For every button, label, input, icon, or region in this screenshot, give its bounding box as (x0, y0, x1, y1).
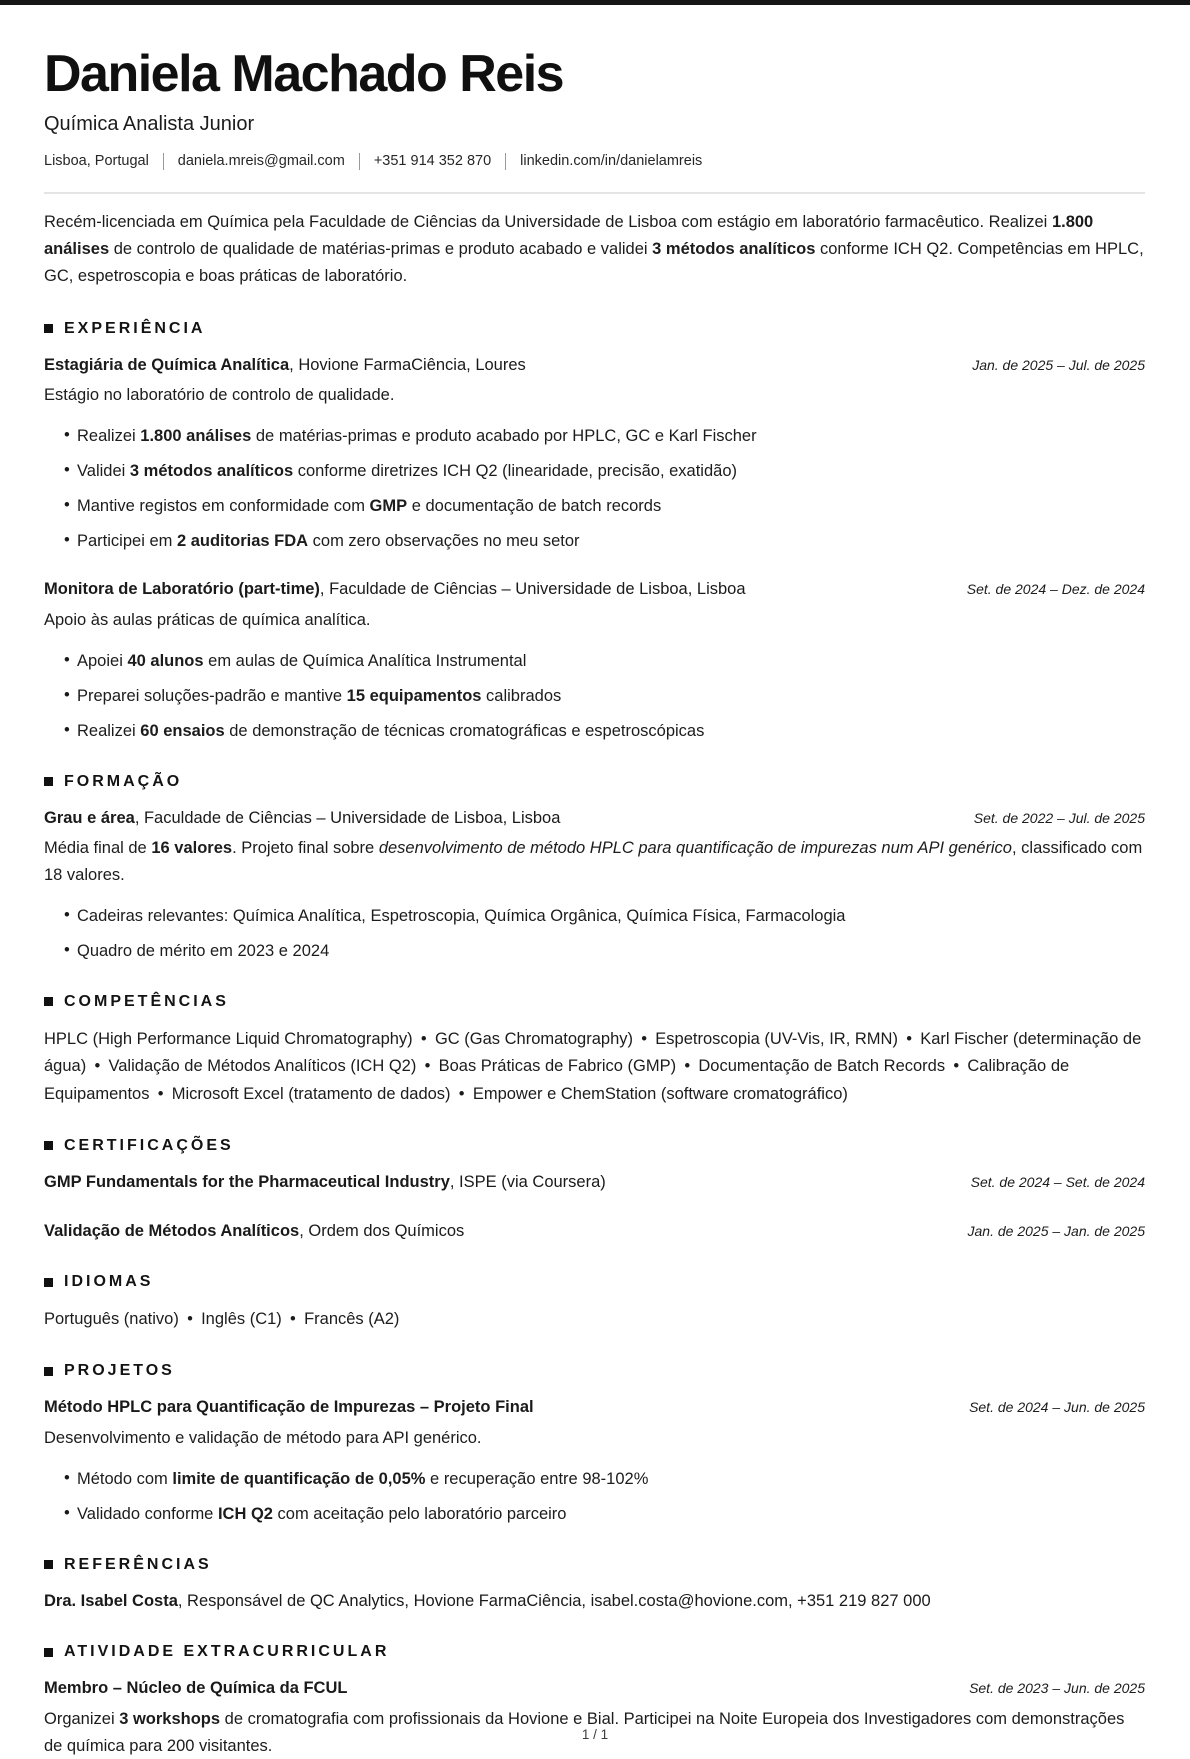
entry-header (44, 1395, 1145, 1421)
bullet-item (44, 1466, 1145, 1492)
entry-title (44, 1589, 931, 1615)
text-run: limite de quantificação de 0,05% (172, 1469, 426, 1488)
section-marker-icon (44, 1560, 53, 1569)
entry-title-bold: Dra. Isabel Costa (44, 1591, 178, 1610)
contact-linkedin: linkedin.com/in/danielamreis (520, 153, 703, 170)
entry-title-bold: GMP Fundamentals for the Pharmaceutical Industry (44, 1172, 450, 1191)
bullet-item (44, 493, 1145, 519)
text-run: com aceitação pelo laboratório parceiro (272, 1504, 567, 1523)
entry-header (44, 1676, 1145, 1702)
bullet-item (44, 683, 1145, 709)
entry-description (44, 835, 1145, 888)
entry (44, 1219, 1145, 1245)
entry (44, 1395, 1145, 1526)
entry-title-rest: , Faculdade de Ciências – Universidade de Lisboa, Lisboa (319, 580, 746, 599)
bullet-item (44, 938, 1145, 964)
section-title: REFERÊNCIAS (64, 1555, 212, 1573)
bullet-item (44, 903, 1145, 929)
section-header (44, 1362, 1145, 1380)
contact-email: daniela.mreis@gmail.com (177, 153, 345, 170)
entry-title-bold: Monitora de Laboratório (part-time) (44, 580, 320, 599)
entry (44, 577, 1145, 743)
section-title: IDIOMAS (64, 1273, 154, 1291)
entry-title (44, 577, 746, 603)
page-number: 1 / 1 (581, 1727, 609, 1743)
entry-title-rest: , Ordem dos Químicos (299, 1221, 465, 1240)
section-competencias (44, 993, 1145, 1108)
entry-title (44, 1676, 347, 1702)
entry-header (44, 353, 1145, 379)
text-run: Validei (77, 462, 130, 481)
text-run: 16 valores (151, 839, 233, 858)
inline-list: Português (nativo) • Inglês (C1) • Francês (A2) (44, 1310, 400, 1329)
text-run: Validado conforme (77, 1504, 218, 1523)
bullet-item (44, 528, 1145, 554)
candidate-name: Daniela Machado Reis (44, 45, 564, 103)
section-experiencia (44, 320, 1145, 744)
text-run: calibrados (481, 686, 562, 705)
text-run: 15 equipamentos (346, 686, 482, 705)
sections (44, 320, 1145, 1759)
section-marker-icon (44, 1648, 53, 1657)
summary-text (44, 209, 1145, 291)
entry-title-bold: Grau e área (44, 808, 135, 827)
text-run: conforme diretrizes ICH Q2 (linearidade, precisão, exatidão) (293, 462, 737, 481)
text-run: Participei em (77, 532, 177, 551)
contact-separator (359, 153, 360, 170)
entry (44, 1676, 1145, 1759)
text-run: 2 auditorias FDA (176, 532, 309, 551)
entry-title (44, 1170, 606, 1196)
section-title: PROJETOS (64, 1362, 175, 1380)
entry-title-rest: , Faculdade de Ciências – Universidade de Lisboa, Lisboa (134, 808, 561, 827)
text-run: Desenvolvimento e validação de método para API genérico. (44, 1429, 482, 1448)
entry-header (44, 1219, 1145, 1245)
entry-description (44, 1425, 1145, 1452)
bullet-list (44, 903, 1145, 964)
entry-header (44, 1589, 1145, 1615)
entry-title-rest: , ISPE (via Coursera) (449, 1172, 606, 1191)
entry-date: Set. de 2024 – Jun. de 2025 (969, 1399, 1145, 1416)
bullet-item (44, 423, 1145, 449)
text-run: com zero observações no meu setor (308, 532, 580, 551)
entry (44, 1589, 1145, 1615)
inline-list: HPLC (High Performance Liquid Chromatography) • GC (Gas Chromatography) • Espetroscopia (UV-Vis, IR, RMN) • Karl Fischer (determinação de água) • Validação de Métodos Analíticos (ICH Q2) • Boas Práticas de Fabrico (GMP) • Documentação de Batch Records • Calibração de Equipamentos • Microsoft Excel (tratamento de dados) • Empower e ChemStation (software cromatográfico) (44, 1029, 1142, 1103)
text-run: Apoio às aulas práticas de química analítica. (44, 610, 371, 629)
entry-title (44, 806, 560, 832)
contact-phone: +351 914 352 870 (373, 153, 492, 170)
entry-title-bold: Método HPLC para Quantificação de Impurezas – Projeto Final (44, 1398, 534, 1417)
entry-title (44, 353, 526, 379)
bullet-list (44, 1466, 1145, 1527)
text-run: 60 ensaios (140, 721, 225, 740)
section-marker-icon (44, 777, 53, 786)
section-title: CERTIFICAÇÕES (64, 1136, 234, 1154)
entry (44, 353, 1145, 555)
text-run: e recuperação entre 98-102% (425, 1469, 649, 1488)
text-run: GMP (369, 497, 408, 516)
section-certificacoes (44, 1137, 1145, 1244)
resume-content (0, 5, 1190, 1759)
entry-title-bold: Validação de Métodos Analíticos (44, 1221, 300, 1240)
text-run: Mantive registos em conformidade com (77, 497, 370, 516)
section-marker-icon (44, 1141, 53, 1150)
text-run: de cromatografia com profissionais da Hovione e Bial. Participei na Noite Europeia dos Investigadores com demonstrações de química para 200 visitantes. (44, 1710, 1125, 1755)
entry-title-rest: , Hovione FarmaCiência, Loures (289, 355, 526, 374)
entry-date: Set. de 2024 – Set. de 2024 (970, 1173, 1145, 1190)
section-title: FORMAÇÃO (64, 772, 183, 790)
entry-header (44, 1170, 1145, 1196)
bullet-item (44, 648, 1145, 674)
text-run: 1.800 análises (44, 212, 1094, 258)
section-header (44, 773, 1145, 791)
text-run: , classificado com 18 valores. (44, 839, 1143, 884)
text-run: Realizei (77, 721, 141, 740)
text-run: de matérias-primas e produto acabado por HPLC, GC e Karl Fischer (251, 427, 757, 445)
bullet-item (44, 1501, 1145, 1527)
bullet-item (44, 458, 1145, 484)
entry-title-bold: Estagiária de Química Analítica (44, 355, 290, 374)
contact-row (44, 153, 1145, 170)
text-run: conforme ICH Q2. Competências em HPLC, GC, espetroscopia e boas práticas de laboratório. (44, 239, 1144, 286)
entry-date: Set. de 2022 – Jul. de 2025 (973, 809, 1145, 826)
text-run: Organizei (44, 1710, 120, 1728)
entry-date: Jan. de 2025 – Jan. de 2025 (967, 1222, 1145, 1239)
text-run: de demonstração de técnicas cromatográficas e espetroscópicas (224, 721, 705, 740)
text-run: . Projeto final sobre (232, 839, 379, 858)
entry-header (44, 806, 1145, 832)
text-run: Média final de (44, 839, 152, 858)
text-run: Método com (77, 1469, 173, 1488)
section-header (44, 320, 1145, 338)
text-run: 1.800 análises (140, 427, 252, 445)
section-idiomas (44, 1273, 1145, 1333)
section-marker-icon (44, 1367, 53, 1376)
contact-separator (163, 153, 164, 170)
section-formacao (44, 773, 1145, 964)
entry (44, 806, 1145, 964)
text-run: Cadeiras relevantes: Química Analítica, Espetroscopia, Química Orgânica, Química Física, Farmacologia (77, 906, 846, 925)
bullet-item (44, 718, 1145, 744)
entry-title-bold: Membro – Núcleo de Química da FCUL (44, 1679, 348, 1698)
text-run: Apoiei (77, 651, 128, 670)
text-run: e documentação de batch records (407, 497, 662, 516)
section-projetos (44, 1362, 1145, 1526)
text-run: 3 métodos analíticos (129, 462, 294, 481)
bullet-list (44, 648, 1145, 744)
text-run: Estágio no laboratório de controlo de qualidade. (44, 386, 395, 405)
entry (44, 1170, 1145, 1196)
entry-date: Jan. de 2025 – Jul. de 2025 (972, 356, 1145, 373)
text-run: Preparei soluções-padrão e mantive (77, 686, 347, 705)
bullet-list (44, 423, 1145, 554)
section-header (44, 1556, 1145, 1574)
contact-separator (505, 153, 506, 170)
entry-header (44, 577, 1145, 603)
text-run: 3 workshops (119, 1710, 221, 1728)
text-run: Quadro de mérito em 2023 e 2024 (77, 941, 330, 960)
text-run: Recém-licenciada em Química pela Faculdade de Ciências da Universidade de Lisboa com estágio em laboratório farmacêutico. Realizei (44, 212, 1052, 231)
header-divider (44, 192, 1145, 194)
section-marker-icon (44, 324, 53, 333)
section-header (44, 1643, 1145, 1661)
section-header (44, 1137, 1145, 1155)
section-title: COMPETÊNCIAS (64, 992, 229, 1010)
entry-date: Set. de 2023 – Jun. de 2025 (969, 1680, 1145, 1697)
entry-title (44, 1219, 464, 1245)
entry-description (44, 382, 1145, 409)
text-run: de controlo de qualidade de matérias-primas e produto acabado e validei (109, 239, 653, 258)
entry-description (44, 607, 1145, 634)
entry-title (44, 1395, 534, 1421)
section-header (44, 1273, 1145, 1291)
text-run: 40 alunos (127, 651, 204, 670)
text-run: em aulas de Química Analítica Instrumental (203, 651, 527, 670)
text-run: desenvolvimento de método HPLC para quantificação de impurezas num API genérico (378, 839, 1012, 858)
section-marker-icon (44, 1278, 53, 1287)
section-referencias (44, 1556, 1145, 1615)
contact-location: Lisboa, Portugal (44, 153, 149, 170)
candidate-title: Química Analista Junior (44, 112, 255, 135)
text-run: ICH Q2 (217, 1504, 273, 1523)
section-title: EXPERIÊNCIA (64, 319, 206, 337)
section-marker-icon (44, 997, 53, 1006)
section-header (44, 993, 1145, 1011)
text-run: 3 métodos analíticos (652, 239, 816, 258)
entry-date: Set. de 2024 – Dez. de 2024 (966, 581, 1145, 598)
entry-title-rest: , Responsável de QC Analytics, Hovione FarmaCiência, isabel.costa@hovione.com, +351 219 827 000 (177, 1591, 931, 1610)
text-run: Realizei (77, 427, 141, 445)
section-title: ATIVIDADE EXTRACURRICULAR (64, 1643, 390, 1661)
